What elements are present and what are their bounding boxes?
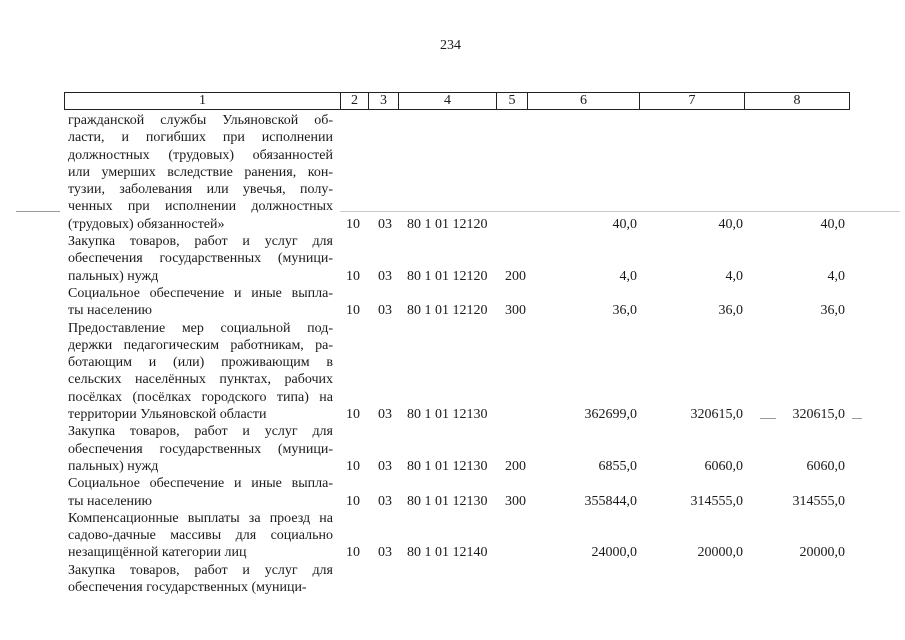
table-row [0, 475, 905, 510]
scan-artifact [340, 211, 900, 212]
amount-col-6: 6855,0 [598, 458, 637, 474]
description-line: садово-дачные массивы для социально [68, 528, 333, 544]
amount-col-7: 320615,0 [690, 407, 743, 423]
description-line: ботающим и (или) проживающим в [68, 355, 333, 371]
amount-col-7: 4,0 [725, 268, 743, 284]
description-line: обеспечения государственных (муници- [68, 251, 333, 267]
description-line: обеспечения государственных (муници- [68, 580, 307, 596]
expense-type-code: 300 [505, 303, 526, 319]
description-line: держки педагогическим работникам, ра- [68, 337, 333, 353]
description-line: Социальное обеспечение и иные выпла- [68, 285, 333, 301]
header-col-1: 1 [65, 93, 341, 109]
description-line: обеспечения государственных (муници- [68, 441, 333, 457]
description-line: пальных) нужд [68, 458, 159, 474]
amount-col-6: 355844,0 [584, 493, 637, 509]
target-article-code: 80 1 01 12140 [407, 545, 488, 561]
section-code: 10 [346, 216, 360, 232]
section-code: 10 [346, 303, 360, 319]
header-col-8: 8 [793, 93, 801, 108]
amount-col-8: 40,0 [820, 216, 845, 232]
budget-table-body [0, 112, 905, 596]
description-line: Компенсационные выплаты за проезд на [68, 510, 333, 526]
section-code: 10 [346, 493, 360, 509]
description-line: ты населению [68, 303, 152, 319]
description-line: ты населению [68, 493, 152, 509]
amount-col-6: 4,0 [619, 268, 637, 284]
description-line: Закупка товаров, работ и услуг для [68, 234, 333, 250]
row-values [0, 579, 905, 596]
row-values [0, 493, 905, 510]
description-line: тузии, заболевания или увечья, полу- [68, 182, 333, 198]
description-line: или умерших вследствие ранения, кон- [68, 164, 333, 180]
description-line: территории Ульяновской области [68, 407, 267, 423]
table-row [0, 285, 905, 320]
section-code: 10 [346, 268, 360, 284]
subsection-code: 03 [378, 493, 392, 509]
description-line: (трудовых) обязанностей» [68, 216, 225, 232]
description-line: Закупка товаров, работ и услуг для [68, 424, 333, 440]
section-code: 10 [346, 545, 360, 561]
description-line: гражданской службы Ульяновской об- [68, 113, 333, 128]
header-col-2: 2 [341, 93, 369, 109]
row-values [0, 458, 905, 475]
table-header [64, 92, 850, 110]
subsection-code: 03 [378, 268, 392, 284]
amount-col-7: 20000,0 [697, 545, 743, 561]
row-values [0, 216, 905, 233]
amount-col-8: 4,0 [827, 268, 845, 284]
subsection-code: 03 [378, 545, 392, 561]
subsection-code: 03 [378, 458, 392, 474]
description-line: должностных (трудовых) обязанностей [68, 147, 333, 163]
amount-col-8: 320615,0 [792, 407, 845, 423]
amount-col-6: 40,0 [612, 216, 637, 232]
description-line: ченных при исполнении должностных [68, 199, 333, 215]
amount-col-6: 362699,0 [584, 407, 637, 423]
amount-col-8: 20000,0 [799, 545, 845, 561]
amount-col-7: 40,0 [718, 216, 743, 232]
target-article-code: 80 1 01 12130 [407, 407, 488, 423]
subsection-code: 03 [378, 303, 392, 319]
amount-col-8: 314555,0 [792, 493, 845, 509]
table-row [0, 510, 905, 562]
header-col-3: 3 [369, 93, 399, 109]
expense-type-code: 200 [505, 268, 526, 284]
row-values [0, 268, 905, 285]
scan-artifact [16, 211, 60, 212]
target-article-code: 80 1 01 12120 [407, 268, 488, 284]
header-col-4: 4 [399, 93, 497, 109]
description-line: Закупка товаров, работ и услуг для [68, 562, 333, 578]
amount-col-6: 36,0 [612, 303, 637, 319]
page-number: 234 [440, 38, 461, 53]
amount-col-7: 6060,0 [704, 458, 743, 474]
table-row [0, 112, 905, 233]
description-line: пальных) нужд [68, 268, 159, 284]
expense-type-code: 300 [505, 493, 526, 509]
header-col-7: 7 [640, 93, 745, 109]
section-code: 10 [346, 407, 360, 423]
table-row [0, 423, 905, 475]
amount-col-8: 6060,0 [806, 458, 845, 474]
description-line: Предоставление мер социальной под- [68, 320, 333, 336]
description-line: сельских населённых пунктах, рабочих [68, 372, 333, 388]
table-row [0, 562, 905, 597]
section-code: 10 [346, 458, 360, 474]
target-article-code: 80 1 01 12130 [407, 458, 488, 474]
description-line: посёлках (посёлках городского типа) на [68, 389, 333, 405]
description-line: Социальное обеспечение и иные выпла- [68, 476, 333, 492]
header-col-6: 6 [528, 93, 640, 109]
row-values [0, 406, 905, 423]
scan-artifact [760, 418, 776, 419]
target-article-code: 80 1 01 12120 [407, 216, 488, 232]
target-article-code: 80 1 01 12120 [407, 303, 488, 319]
target-article-code: 80 1 01 12130 [407, 493, 488, 509]
table-row [0, 320, 905, 424]
subsection-code: 03 [378, 407, 392, 423]
amount-col-7: 314555,0 [690, 493, 743, 509]
amount-col-8: 36,0 [820, 303, 845, 319]
header-col-5: 5 [497, 93, 528, 109]
subsection-code: 03 [378, 216, 392, 232]
description-line: ласти, и погибших при исполнении [68, 130, 333, 146]
row-values [0, 544, 905, 561]
description-line: незащищённой категории лиц [68, 545, 247, 561]
table-row [0, 233, 905, 285]
amount-col-6: 24000,0 [591, 545, 637, 561]
row-values [0, 302, 905, 319]
scan-artifact [852, 418, 862, 419]
expense-type-code: 200 [505, 458, 526, 474]
amount-col-7: 36,0 [718, 303, 743, 319]
